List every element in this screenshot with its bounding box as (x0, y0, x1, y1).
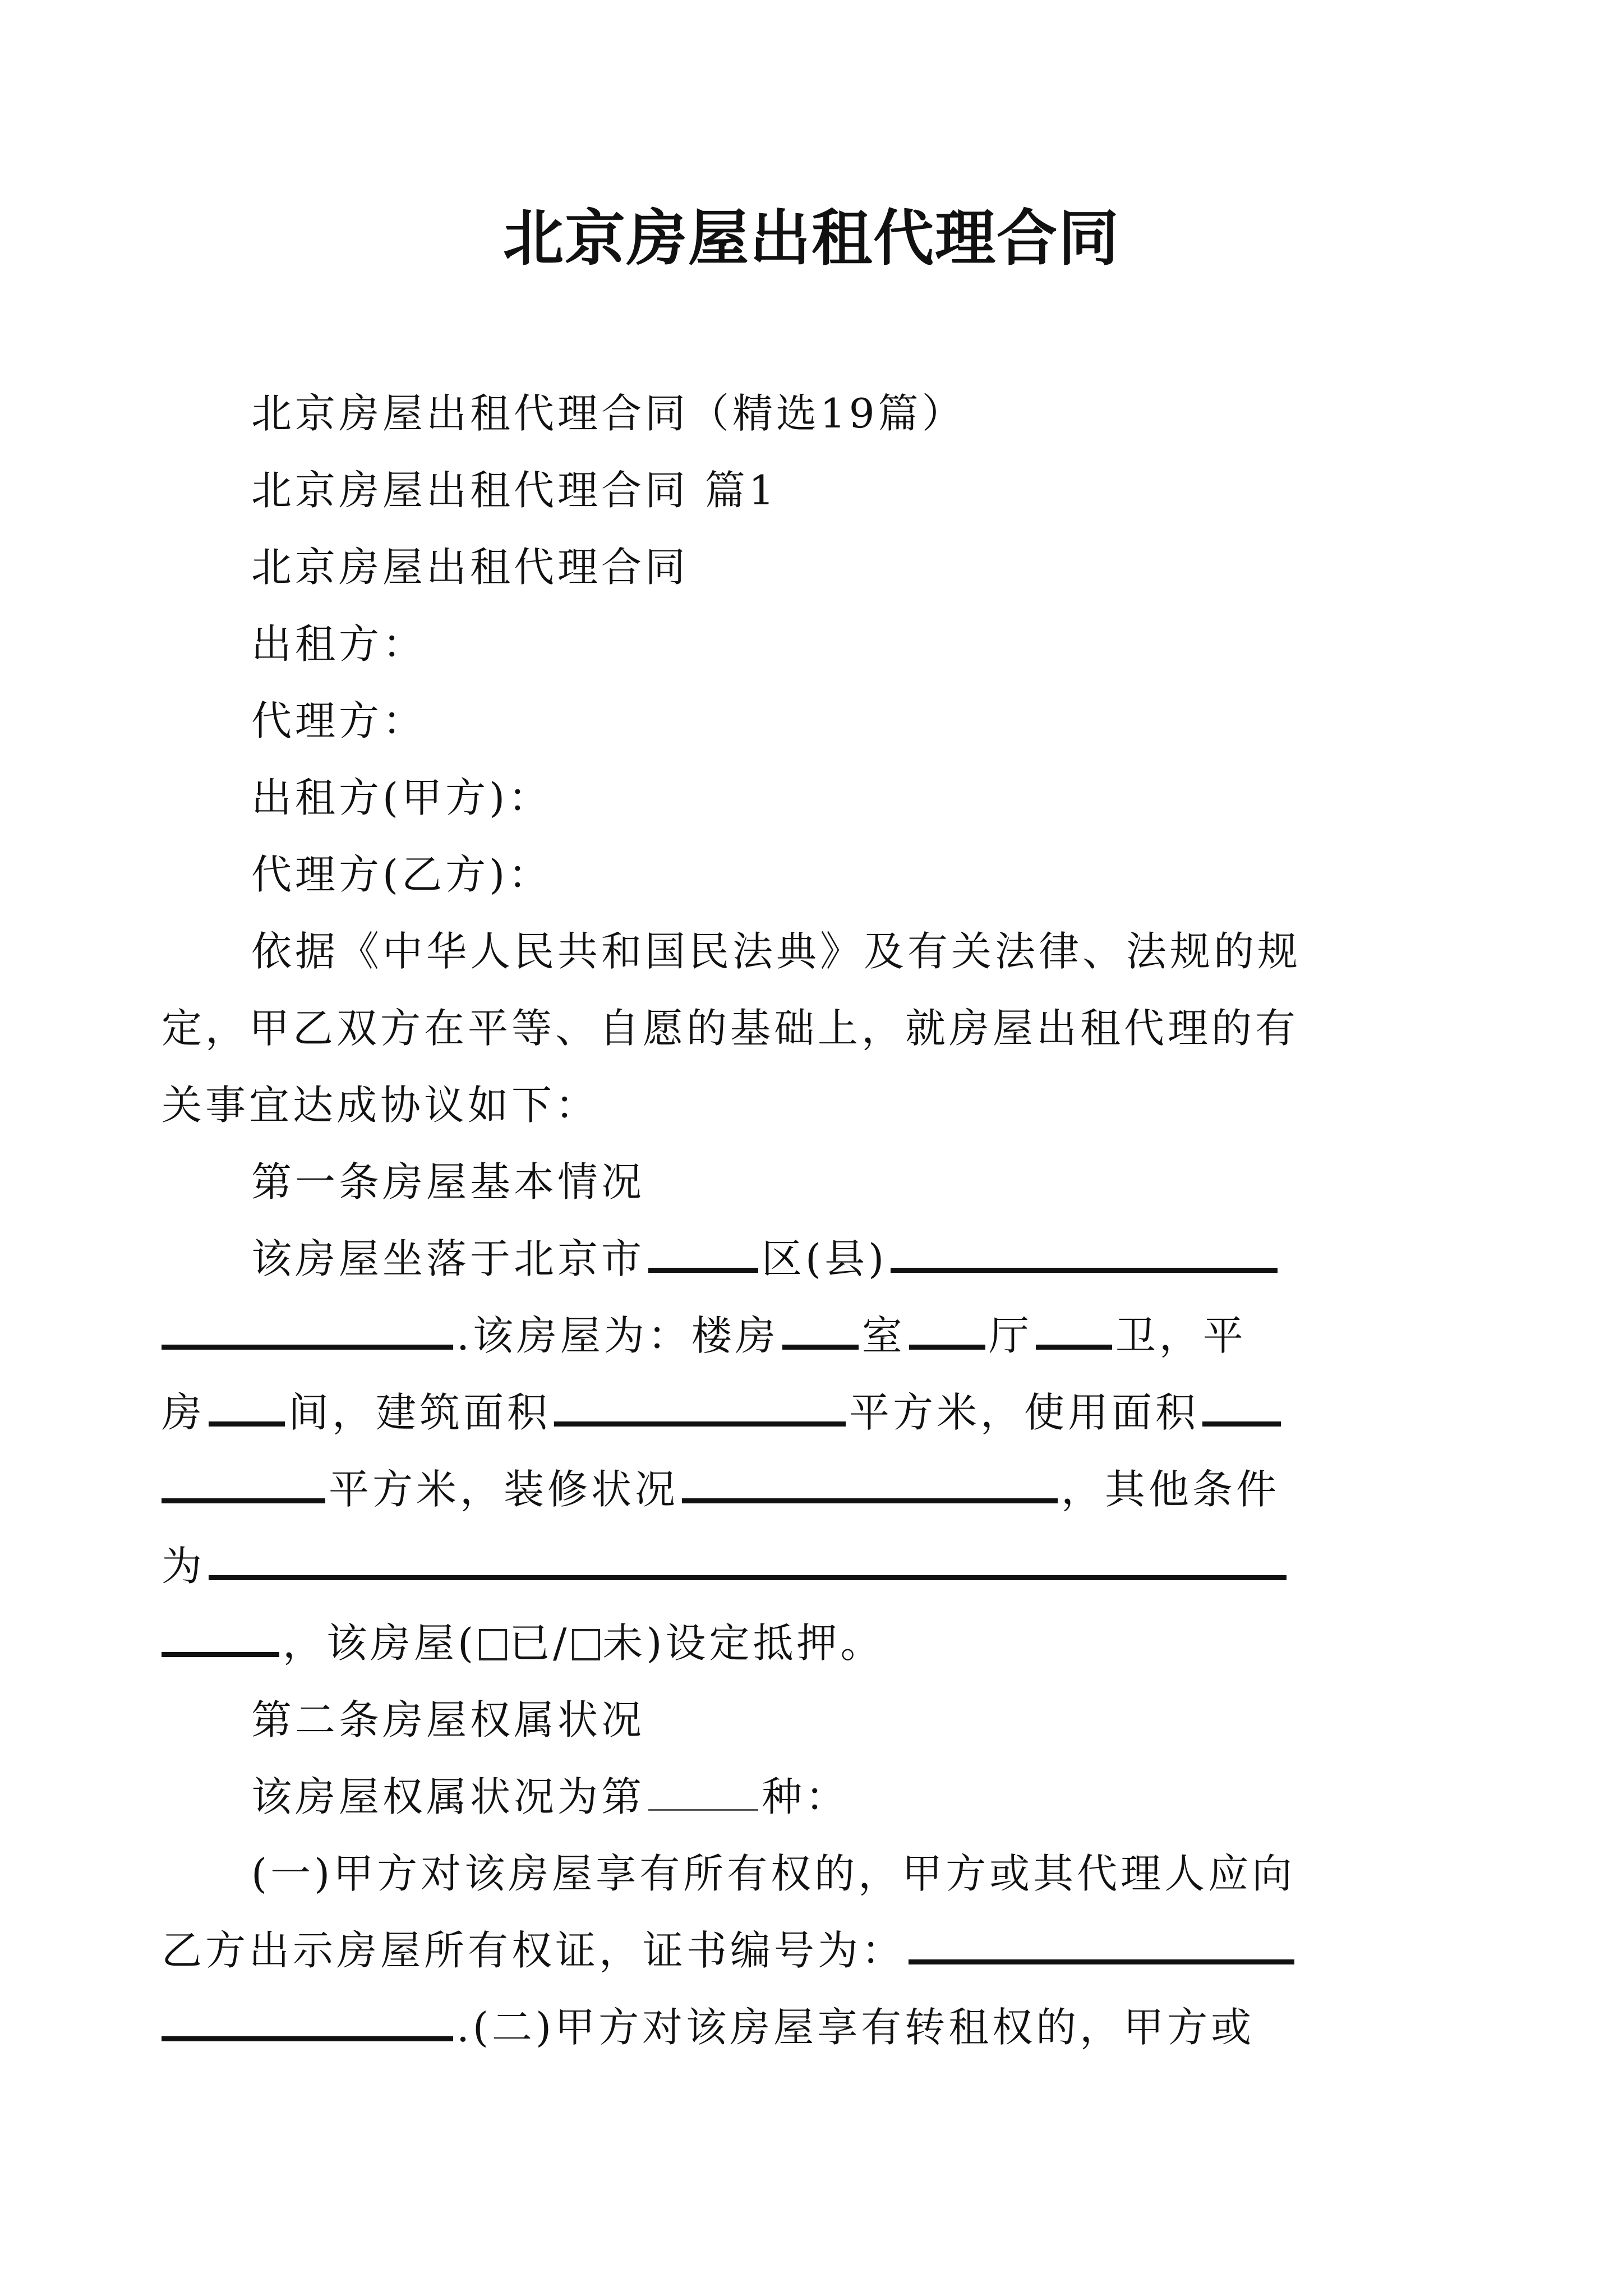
article2-item2-line (162, 1989, 1255, 2066)
floor-area-blank[interactable] (554, 1421, 846, 1427)
usable-area-blank[interactable] (1202, 1421, 1281, 1427)
type-post-text: 种： (762, 1773, 850, 1820)
article2-item1-line-2 (162, 1912, 1298, 1989)
other-conditions-blank-cont[interactable] (162, 1652, 279, 1657)
article2-heading: 第二条房屋权属状况 (251, 1696, 645, 1743)
wei-text: 为 (162, 1543, 206, 1590)
preamble-line-3: 关事宜达成协议如下： (162, 1082, 600, 1129)
article2-type-line (251, 1758, 849, 1835)
sqm-use-text: 平方米，使用面积 (849, 1389, 1200, 1436)
type-pre-text: 该房屋权属状况为第 (251, 1773, 645, 1820)
bungalow-rooms-blank[interactable] (209, 1421, 285, 1427)
agent-b-label: 代理方(乙方)： (251, 851, 552, 898)
article1-decor-line (162, 1451, 1280, 1528)
mortgage-yes-text: 已/ (509, 1619, 570, 1667)
preamble-line-1: 依据《中华人民共和国民法典》及有关法律、法规的规 (251, 928, 1302, 975)
room-blank[interactable] (782, 1345, 859, 1350)
item2-text: .(二)甲方对该房屋享有转租权的，甲方或 (457, 2004, 1255, 2051)
article1-layout-line (162, 1297, 1247, 1374)
mortgage-no-text: 未)设定抵押。 (602, 1619, 884, 1667)
certificate-number-blank-cont[interactable] (162, 2036, 453, 2041)
bath-text: 卫，平 (1115, 1312, 1247, 1359)
article2-item1-line-1: (一)甲方对该房屋享有所有权的，甲方或其代理人应向 (251, 1850, 1296, 1897)
bungalow-text: 房 (162, 1389, 206, 1436)
preamble-line-2: 定，甲乙双方在平等、自愿的基础上，就房屋出租代理的有 (162, 1005, 1299, 1052)
article1-area-line (162, 1374, 1284, 1451)
sqm-decor-text: 平方米，装修状况 (329, 1466, 679, 1513)
district-blank[interactable] (648, 1268, 758, 1273)
other-conditions-blank[interactable] (209, 1575, 1287, 1580)
document-title: 北京房屋出租代理合同 (502, 203, 1120, 274)
mortgaged-checkbox[interactable] (479, 1629, 507, 1660)
district-text: 区(县) (762, 1235, 888, 1282)
address-blank-cont[interactable] (162, 1345, 453, 1350)
hall-text: 厅 (988, 1312, 1032, 1359)
article1-other-line (162, 1527, 1290, 1605)
usable-area-blank-cont[interactable] (162, 1498, 325, 1503)
located-text: 该房屋坐落于北京市 (251, 1235, 645, 1282)
jian-text: 间，建筑面积 (288, 1389, 551, 1436)
ownership-type-blank[interactable] (648, 1809, 758, 1811)
hall-blank[interactable] (909, 1345, 985, 1350)
house-is-text: .该房屋为：楼房 (457, 1312, 779, 1359)
article1-location-line (251, 1220, 1281, 1297)
agent-label: 代理方： (251, 697, 427, 744)
contract-name: 北京房屋出租代理合同 (251, 544, 689, 591)
certificate-text: 乙方出示房屋所有权证，证书编号为： (162, 1927, 906, 1974)
address-blank[interactable] (891, 1268, 1278, 1273)
bath-blank[interactable] (1036, 1345, 1112, 1350)
lessor-label: 出租方： (251, 620, 427, 668)
mortgage-pre-text: ，该房屋( (283, 1619, 477, 1667)
decoration-blank[interactable] (682, 1498, 1058, 1503)
room-text: 室 (861, 1312, 906, 1359)
other-text: ，其他条件 (1061, 1466, 1280, 1513)
part-heading: 北京房屋出租代理合同 篇1 (251, 467, 778, 514)
certificate-number-blank[interactable] (909, 1959, 1294, 1964)
article1-heading: 第一条房屋基本情况 (251, 1158, 645, 1205)
subtitle: 北京房屋出租代理合同（精选19篇） (251, 390, 966, 437)
article1-mortgage-line (162, 1604, 884, 1682)
not-mortgaged-checkbox[interactable] (572, 1629, 600, 1660)
lessor-a-label: 出租方(甲方)： (251, 774, 552, 821)
